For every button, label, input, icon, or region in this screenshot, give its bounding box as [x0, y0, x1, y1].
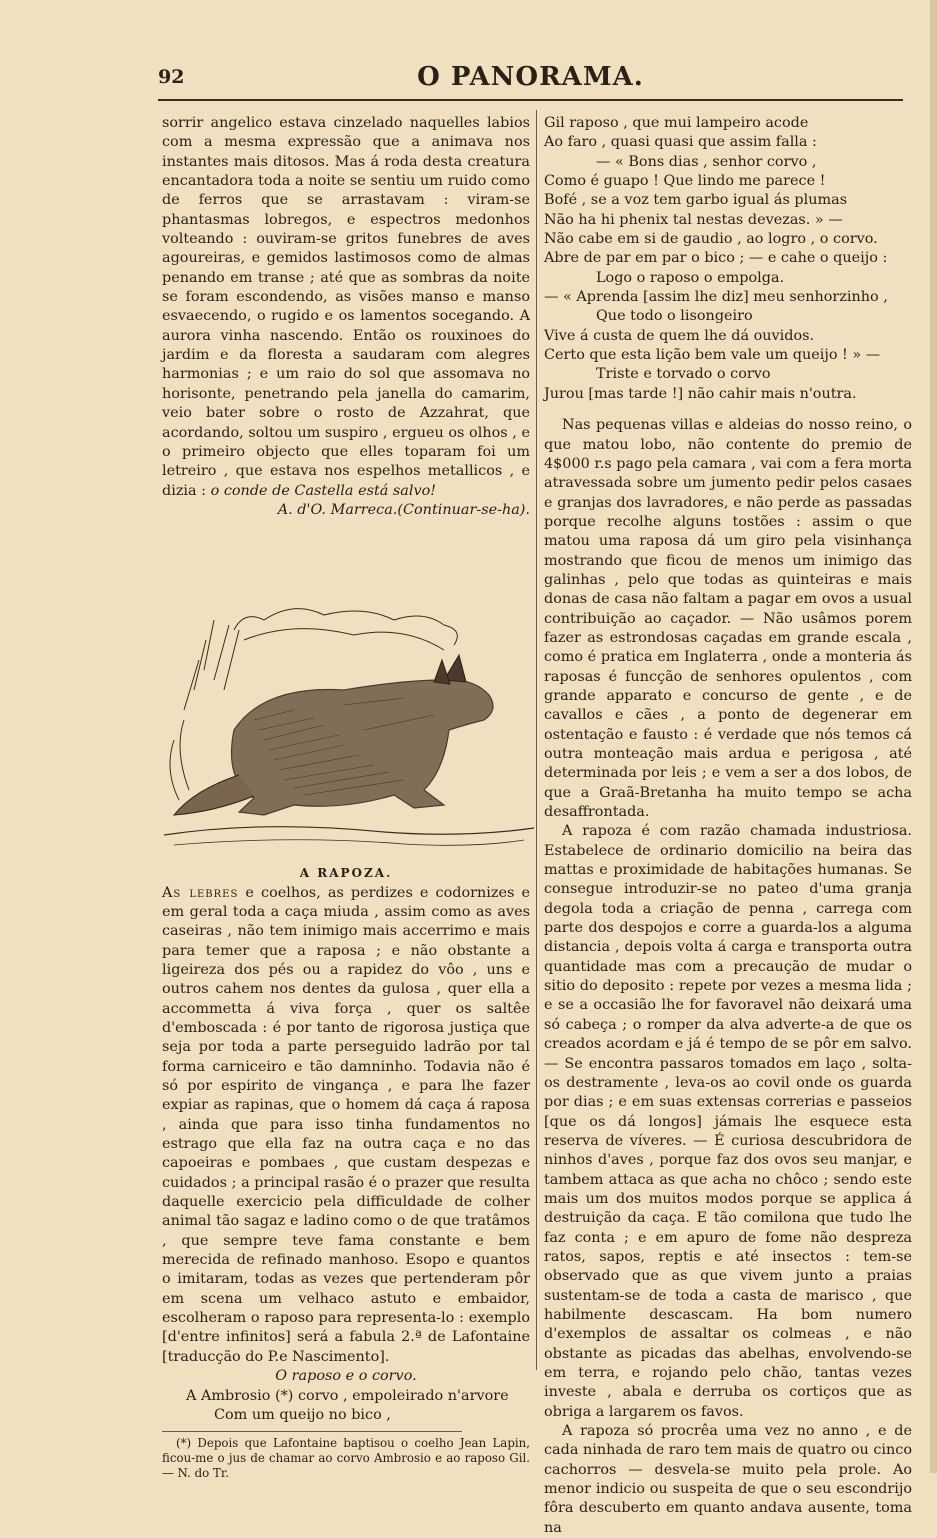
- verse-line: Abre de par em par o bico ; — e cahe o queijo :: [544, 250, 888, 267]
- drop-initial: As lebres: [162, 884, 239, 901]
- continued-note: (Continuar-se-ha).: [397, 501, 530, 518]
- poem-verses: [544, 114, 912, 404]
- verse-line: Não cabe em si de gaudio , ao logro , o corvo.: [544, 231, 878, 248]
- journal-title: O PANORAMA.: [417, 62, 644, 92]
- left-column: [162, 114, 530, 1481]
- verse-line: Como é guapo ! Que lindo me parece !: [544, 173, 826, 190]
- page-header: [158, 62, 903, 102]
- verse-line: — « Aprenda [assim lhe diz] meu senhorzinho ,: [544, 289, 888, 306]
- fox-illustration-icon: [144, 600, 544, 864]
- verse-line: Bofé , se a voz tem garbo igual ás plumas: [544, 192, 848, 209]
- verse-line: Não ha hi phenix tal nestas devezas. » —: [544, 211, 843, 228]
- verse-line: Com um queijo no bico ,: [214, 1406, 391, 1423]
- verse-line: Gil raposo , que mui lampeiro acode: [544, 115, 809, 131]
- verse-line: Certo que esta lição bem vale um queijo ! » —: [544, 347, 881, 364]
- verse-line: Jurou [mas tarde !] não cahir mais n'outra.: [544, 385, 857, 402]
- fox-article-paragraph: As lebres e coelhos, as perdizes e codornizes e em geral toda a caça miuda , assim como as aves caseiras , não tem inimigo mais accerrimo e mais para temer que a raposa ; e não obstante a ligeireza dos pés ou a rapidez do vôo , uns e outros cahem nos dentes da gulosa , quer ella a accommetta á viva força , quer os saltêe d'emboscada : é por tanto de rigorosa justiça que seja por toda a parte perseguido ladrão por tal forma carniceiro e tão damninho. Todavia não é só por espirito de vingança , e para lhe fazer expiar as rapinas, que o homem dá caça á raposa , ainda que para isso tinha fundamentos no estrago que ella faz na outra caça e no das capoeiras e pombaes , que custam despezas e cuidados ; a principal rasão é o prazer que resulta daquelle exercicio pela difficuldade de colher animal tão sagaz e ladino como o de que tratâmos , que sempre teve fama constante e bem merecida de refinado manhoso. Esopo e quantos o imitaram, todas as vezes que pertenderam pôr em scena um velhaco astuto e embaidor, escolheram o raposo para representa-lo : exemplo [d'entre infinitos] será a fabula 2.ª de Lafontaine [traducção do P.e Nascimento].: [162, 884, 530, 1365]
- verse-line: Que todo o lisongeiro: [596, 308, 753, 325]
- verse-line: Vive á custa de quem lhe dá ouvidos.: [544, 327, 815, 344]
- figure-caption: A RAPOZA.: [299, 866, 393, 881]
- article-paragraph: A rapoza só procrêa uma vez no anno , e de cada ninhada de raro tem mais de quatro ou cinco cachorros — desvela-se muito pela prole. Ao menor indicio ou suspeita de que o seu escondrijo fôra descuberto em quanto andava ausente, toma na: [544, 1423, 912, 1536]
- poem-title: O raposo e o corvo.: [275, 1368, 417, 1385]
- verse-line: Logo o raposo o empolga.: [596, 269, 785, 286]
- header-rule: [158, 99, 903, 101]
- article-paragraph: Nas pequenas villas e aldeias do nosso reino, o que matou lobo, não contente do premio de 4$000 r.s pago pela camara , vai com a fera morta atravessada sobre um jumento pedir pelos casaes e granjas dos lavradores, e não perde as passadas porque recolhe alguns tostões : assim o que matou uma raposa dá um giro pela visinhança mostrando que ficou de menos um inimigo das galinhas , pelo que todas as quinteiras e mais donas de casa não faltam a pagar em ovos a usual contribuição ao caçador. — Não usâmos porem fazer as estrondosas caçadas em grande escala , como é pratica em Inglaterra , onde a monteria ás raposas é funcção de senhores opulentos , com grande apparato e concurso de gente , e de cavallos e cães , a ponto de degenerar em ostentação e fausto : é verdade que nós temos cá outra monteação mais ardua e perigosa , até determinada por leis ; e vem a ser a dos lobos, de que a Graã-Bretanha ha muito tempo se acha desaffrontada.: [544, 417, 912, 821]
- footnote: (*) Depois que Lafontaine baptisou o coelho Jean Lapin, ficou-me o jus de chamar ao corvo Ambrosio e ao raposo Gil. — N. do Tr.: [162, 1436, 530, 1481]
- author-signature: A. d'O. Marreca.: [277, 501, 398, 518]
- verse-line: — « Bons dias , senhor corvo ,: [596, 153, 817, 170]
- verse-line: A Ambrosio (*) corvo , empoleirado n'arvore: [186, 1387, 509, 1404]
- verse-line: Ao faro , quasi quasi que assim falla :: [544, 134, 817, 151]
- article-paragraph: A rapoza é com razão chamada industriosa. Estabelece de ordinario domicilio na beira das mattas e proximidade de habitações humanas. Se consegue introduzir-se no pateo d'uma granja degola toda a criação de penna , carrega com parte dos despojos e corre a guarda-los a alguma distancia , depois volta á carga e transporta outra quantidade mas com a precaução de mudar o sitio do deposito : repete por vezes a mesma lida ; e se a occasião lhe for favoravel não deixará uma só cabeça ; o romper da alva adverte-a de que os creados acordam e já é tempo de se pôr em salvo. — Se encontra passaros tomados em laço , solta-os destramente , leva-os ao covil onde os guarda por dias ; e em suas extensas correrias e passeios [que os dá longos] jámais lhe esquece esta reserva de víveres. — É curiosa descubridora de ninhos d'aves , porque faz dos ovos seu manjar, e tambem attaca as que acha no chôco ; sendo este mais um dos muitos modos porque se applica á destruição da caça. E tão comilona que tudo lhe faz conta ; e em apuro de fome não despreza ratos, sapos, reptis e até insectos : tem-se observado que as que vivem junto a praias sustentam-se de toda a casta de marisco , que habilmente descascam. Ha bom numero d'exemplos de assaltar os colmeas , e não obstante as picadas das abelhas, envolvendo-se em terra, e rojando pelo chão, tantas vezes investe , abala e derruba os cortiços que as obriga a largarem os favos.: [544, 823, 912, 1420]
- page-fold-edge: [930, 0, 937, 1473]
- fox-engraving: [162, 600, 530, 864]
- right-column: [544, 114, 912, 1538]
- page-number: 92: [158, 66, 185, 88]
- story-ending-paragraph: sorrir angelico estava cinzelado naquelles labios com a mesma expressão que a animava nos instantes mais ditosos. Mas á roda desta creatura encantadora toda a noite se sentiu um ruido como de ferros que se arrastavam : viram-se phantasmas lobregos, e espectros medonhos volteando : ouviram-se gritos funebres de aves agoureiras, e gemidos lastimosos como de almas penando em transe ; até que as sombras da noite se foram escondendo, as visões manso e manso esvaecendo, o rugido e os lamentos socegando. A aurora vinha nascendo. Então os rouxinoes do jardim e da floresta a saudaram com alegres harmonias ; e um raio do sol que assomava no horisonte, penetrando pela janella do camarim, veio bater sobre o rosto de Azzahrat, que acordando, soltou um suspiro , ergueu os olhos , e o primeiro objecto que elles toparam foi um letreiro , que estava nos espelhos metallicos , e dizia : o conde de Castella está salvo! (Continuar-se-ha).: [162, 114, 530, 501]
- verse-line: Triste e torvado o corvo: [596, 366, 771, 383]
- quote-italic: o conde de Castella está salvo!: [210, 482, 437, 499]
- footnote-rule: [162, 1431, 462, 1432]
